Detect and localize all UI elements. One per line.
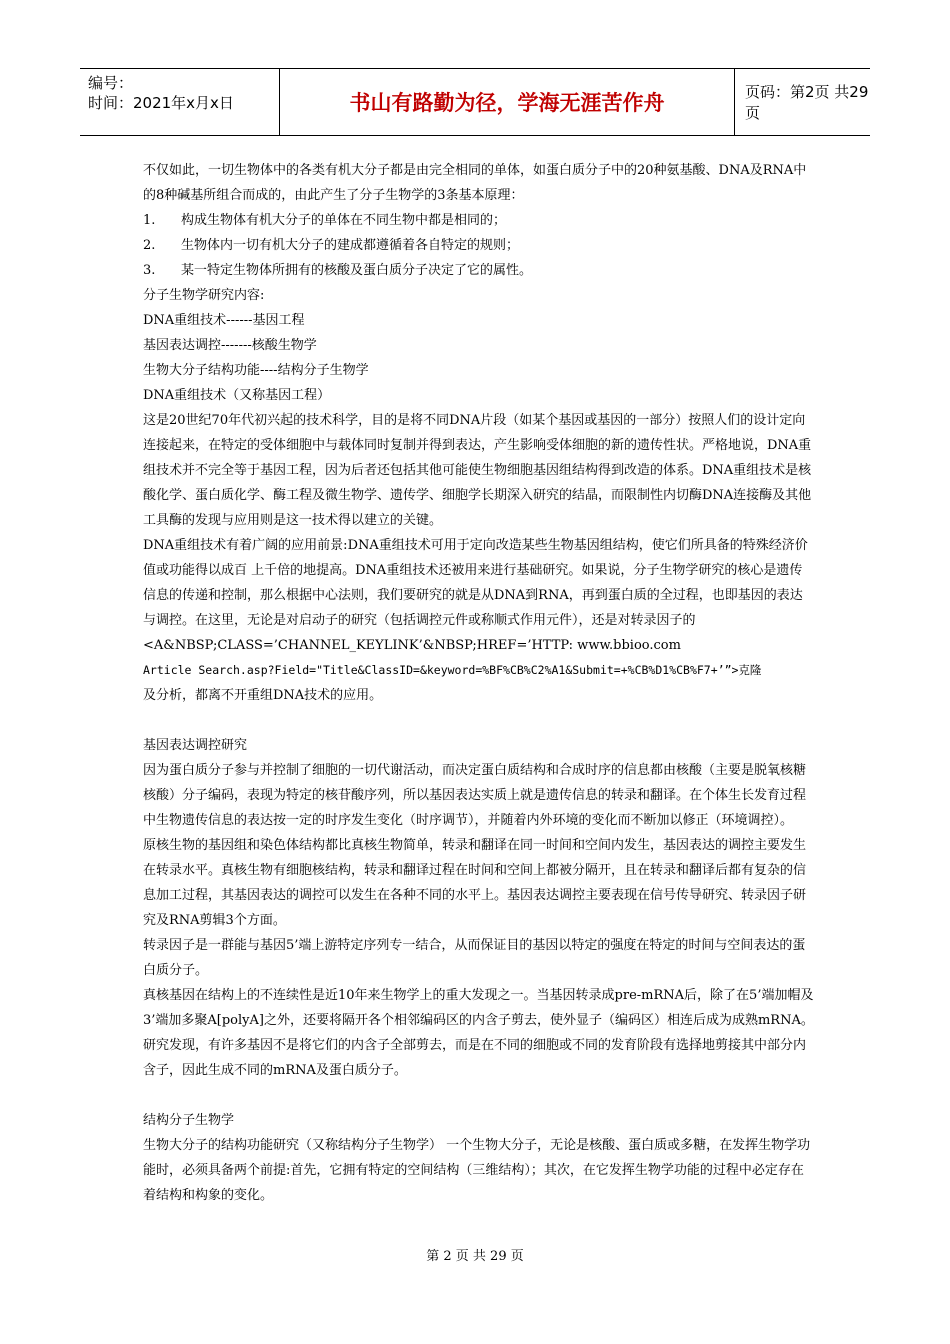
page-header: [80, 68, 870, 136]
structure-paragraph-1: 生物大分子的结构功能研究（又称结构分子生物学） 一个生物大分子，无论是核酸、蛋白质或多糖，在发挥生物学功能时，必须具备两个前提:首先，它拥有特定的空间结构（三维结构）；其次，在它发挥生物学功能的过程中必定存在着结构和构象的变化。: [143, 1138, 811, 1203]
expression-paragraph-1: 因为蛋白质分子参与并控制了细胞的一切代谢活动，而决定蛋白质结构和合成时序的信息都由核酸（主要是脱氧核糖核酸）分子编码，表现为特定的核苷酸序列，所以基因表达实质上就是遗传信息的转录和翻译。在个体生长发育过程中生物遗传信息的表达按一定的时序发生变化（时序调节），并随着内外环境的变化而不断加以修正（环境调控）。: [143, 763, 807, 828]
principle-item: 2. 生物体内一切有机大分子的建成都遵循着各自特定的规则；: [143, 238, 520, 253]
dna-paragraph-1: 这是20世纪70年代初兴起的技术科学，目的是将不同DNA片段（如某个基因或基因的一部分）按照人们的设计定向连接起来，在特定的受体细胞中与载体同时复制并得到表达，产生影响受体细胞的新的遗传性状。严格地说，DNA重组技术并不完全等于基因工程，因为后者还包括其他可能使生物细胞基因组结构得到改造的体系。DNA重组技术是核酸化学、蛋白质化学、酶工程及微生物学、遗传学、细胞学长期深入研究的结晶，而限制性内切酶DNA连接酶及其他工具酶的发现与应用则是这一技术得以建立的关键。: [143, 413, 812, 528]
header-time: 时间：2021年x月x日: [88, 94, 234, 112]
principle-item: 1. 构成生物体有机大分子的单体在不同生物中都是相同的；: [143, 213, 507, 228]
header-left-cell: [80, 69, 280, 135]
document-body: [143, 158, 815, 1208]
expression-paragraph-3: 转录因子是一群能与基因5’端上游特定序列专一结合，从而保证目的基因以特定的强度在特定的时间与空间表达的蛋白质分子。: [143, 938, 806, 978]
dna-paragraph-end: 及分析，都离不开重组DNA技术的应用。: [143, 688, 383, 703]
header-page-info: 页码：第2页 共29页: [745, 83, 869, 122]
dna-paragraph-2: DNA重组技术有着广阔的应用前景:DNA重组技术可用于定向改造某些生物基因组结构，使它们所具备的特殊经济价值或功能得以成百 上千倍的地提高。DNA重组技术还被用来进行基础研究。如果说，分子生物学研究的核心是遗传信息的传递和控制，那么根据中心法则，我们要研究的就是从DNA到RNA，再到蛋白质的全过程，也即基因的表达与调控。在这里，无论是对启动子的研究（包括调控元件或称顺式作用元件），还是对转录因子的<A&NBSP;CLASS=’CHANNEL_KEYLINK’&NBSP;HREF=’HTTP: www.bbioo.com: [143, 538, 808, 653]
research-item: 生物大分子结构功能----结构分子生物学: [143, 363, 369, 378]
expression-paragraph-2: 原核生物的基因组和染色体结构都比真核生物简单，转录和翻译在同一时间和空间内发生，基因表达的调控主要发生在转录水平。真核生物有细胞核结构，转录和翻译过程在时间和空间上都被分隔开，且在转录和翻译后都有复杂的信息加工过程，其基因表达的调控可以发生在各种不同的水平上。基因表达调控主要表现在信号传导研究、转录因子研究及RNA剪辑3个方面。: [143, 838, 807, 928]
research-item: DNA重组技术------基因工程: [143, 313, 305, 328]
intro-paragraph: 不仅如此，一切生物体中的各类有机大分子都是由完全相同的单体，如蛋白质分子中的20种氨基酸、DNA及RNA中的8种碱基所组合而成的，由此产生了分子生物学的3条基本原理：: [143, 163, 807, 203]
research-item: 基因表达调控-------核酸生物学: [143, 338, 317, 353]
header-number-label: 编号：: [88, 74, 134, 92]
expression-section-title: 基因表达调控研究: [143, 738, 248, 753]
principle-item: 3. 某一特定生物体所拥有的核酸及蛋白质分子决定了它的属性。: [143, 263, 533, 278]
dna-paragraph-url: Article Search.asp?Field="Title&ClassID=&keyword=%BF%CB%C2%A1&Submit=+%CB%D1%CB%F7+’”>克隆: [143, 663, 762, 677]
expression-paragraph-4: 真核基因在结构上的不连续性是近10年来生物学上的重大发现之一。当基因转录成pre-mRNA后，除了在5’端加帽及3’端加多聚A[polyA]之外，还要将隔开各个相邻编码区的内含子剪去，使外显子（编码区）相连后成为成熟mRNA。研究发现，有许多基因不是将它们的内含子全部剪去，而是在不同的细胞或不同的发育阶段有选择地剪接其中部分内含子，因此生成不同的mRNA及蛋白质分子。: [143, 988, 814, 1078]
research-title: 分子生物学研究内容:: [143, 288, 265, 303]
structure-section-title: 结构分子生物学: [143, 1113, 235, 1128]
page-footer: 第 2 页 共 29 页: [426, 1249, 524, 1264]
header-motto: 书山有路勤为径，学海无涯苦作舟: [280, 69, 735, 135]
dna-section-title: DNA重组技术（又称基因工程）: [143, 388, 331, 403]
